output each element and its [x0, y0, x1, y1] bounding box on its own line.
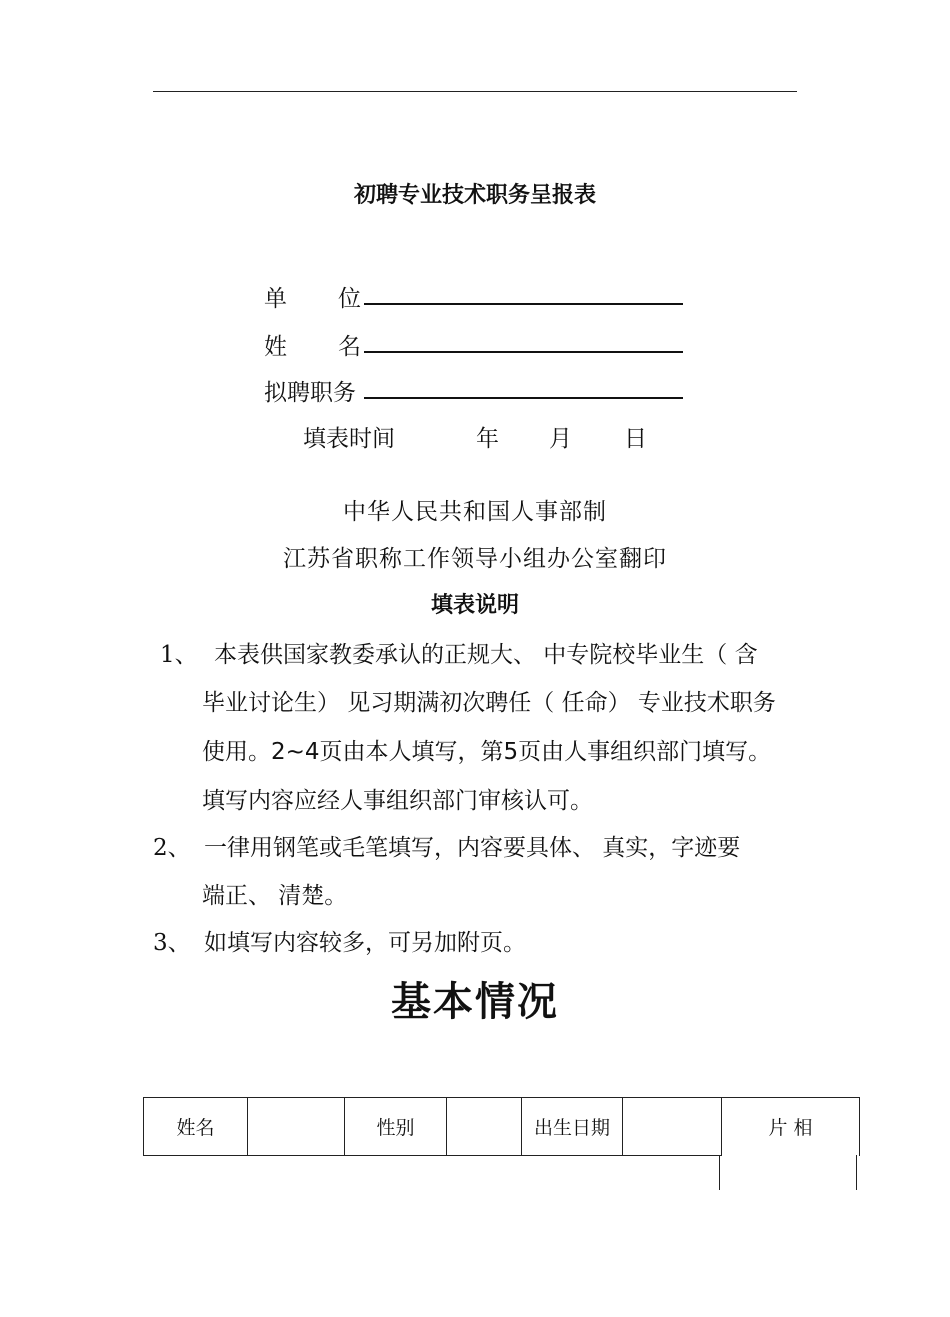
instruction-number-1: 1、 — [160, 642, 198, 668]
name-label-char1: 姓 — [264, 334, 287, 360]
instruction-number-2: 2、 — [153, 835, 191, 861]
position-label: 拟聘职务 — [264, 380, 356, 406]
month-label: 月 — [549, 426, 572, 452]
position-field-line[interactable] — [364, 397, 683, 399]
name-label-char2: 名 — [338, 334, 361, 360]
issuer-line-1: 中华人民共和国人事部制 — [343, 499, 607, 525]
birth-date-value-cell[interactable] — [623, 1098, 722, 1156]
fill-date-label: 填表时间 — [303, 426, 395, 452]
gender-value-cell[interactable] — [447, 1098, 522, 1156]
section-title: 基本情况 — [391, 979, 559, 1025]
day-label: 日 — [624, 426, 647, 452]
basic-info-table — [143, 1097, 860, 1156]
instruction-2-line-2: 端正、 清楚。 — [202, 883, 348, 909]
unit-field-line[interactable] — [364, 303, 683, 305]
instruction-1-line-2: 毕业讨论生） 见习期满初次聘任（ 任命） 专业技术职务 — [202, 690, 776, 716]
photo-cell-right-border — [856, 1155, 857, 1190]
instruction-1-line-1: 本表供国家教委承认的正规大、 中专院校毕业生（ 含 — [214, 642, 758, 668]
unit-label-char1: 单 — [264, 286, 287, 312]
name-label-cell: 姓名 — [144, 1098, 248, 1156]
instruction-1-line-3: 使用。2~4页由本人填写，第5页由人事组织部门填写。 — [202, 739, 772, 765]
year-label: 年 — [476, 426, 499, 452]
name-field-line[interactable] — [364, 351, 683, 353]
table-row — [144, 1098, 860, 1156]
instruction-2-line-1: 一律用钢笔或毛笔填写，内容要具体、 真实，字迹要 — [204, 835, 741, 861]
instructions-title: 填表说明 — [430, 593, 519, 618]
gender-label-cell: 性别 — [345, 1098, 447, 1156]
birth-date-label-cell: 出生日期 — [522, 1098, 623, 1156]
name-value-cell[interactable] — [248, 1098, 345, 1156]
instruction-1-line-4: 填写内容应经人事组织部门审核认可。 — [202, 788, 593, 814]
photo-cell: 片 相 — [722, 1098, 860, 1156]
instruction-number-3: 3、 — [153, 930, 191, 956]
photo-cell-left-border — [719, 1155, 720, 1190]
form-title: 初聘专业技术职务呈报表 — [353, 183, 596, 208]
unit-label-char2: 位 — [338, 286, 361, 312]
issuer-line-2: 江苏省职称工作领导小组办公室翻印 — [283, 546, 667, 572]
instruction-3-line-1: 如填写内容较多，可另加附页。 — [204, 930, 526, 956]
top-rule — [153, 91, 797, 92]
